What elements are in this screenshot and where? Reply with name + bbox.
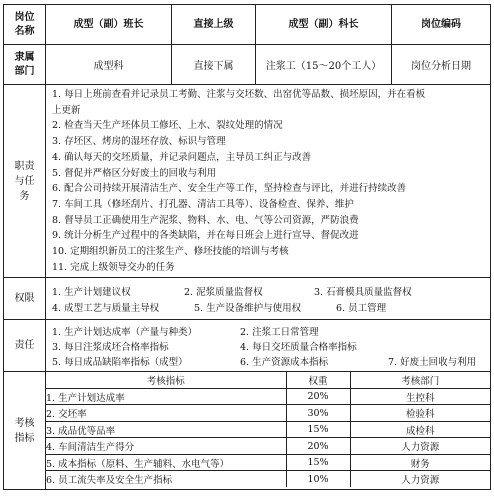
table-row: [46, 388, 490, 405]
table-row: [46, 405, 490, 422]
kpi-indicator: 3. 成品优等品率: [46, 421, 286, 438]
kpi-col-weight: 权重: [286, 372, 350, 388]
subordinate-label: 直接下属: [172, 45, 256, 85]
duty-item: 2. 检查当天生产坯体员工修坯、上水、裂纹处理的情况: [52, 120, 283, 132]
kpi-weight: 15%: [286, 454, 350, 471]
duties-row: [4, 85, 491, 278]
duty-item: 8. 督导员工正确使用生产泥浆、物料、水、电、气等公司资源，严防浪费: [52, 214, 359, 226]
dept-label: 隶属部门: [4, 45, 46, 85]
table-row: [46, 421, 490, 438]
authority-item: 5. 生产设备维护与使用权: [194, 302, 302, 314]
authority-list: [46, 278, 491, 320]
authority-item: 2. 泥浆质量监督权: [184, 286, 263, 298]
duties-label: 职责与任务: [4, 85, 46, 278]
kpi-col-dept: 考核部门: [350, 372, 490, 388]
responsibility-item: 6. 生产资源成本指标: [240, 357, 329, 369]
subordinate-value: 注浆工（15～20个工人）: [256, 45, 392, 85]
duties-list: [46, 85, 491, 278]
responsibility-item: 1. 生产计划达成率（产量与种类）: [52, 327, 198, 339]
kpi-indicator: 6. 员工流失率及安全生产指标: [46, 471, 286, 487]
responsibility-item: 4. 每日交坯质量合格率指标: [240, 342, 357, 354]
superior-label: 直接上级: [172, 5, 256, 45]
kpi-weight: 10%: [286, 471, 350, 487]
dept-value: 成型科: [46, 45, 172, 85]
kpi-cell: [46, 372, 491, 490]
kpi-indicator: 2. 交坯率: [46, 405, 286, 422]
post-name-value: 成型（副）班长: [46, 5, 172, 45]
kpi-dept: 人力资源: [350, 471, 490, 487]
kpi-weight: 20%: [286, 388, 350, 405]
job-description-table: [3, 4, 491, 490]
kpi-row: [4, 372, 491, 490]
duty-item: 11. 完成上级领导交办的任务: [52, 261, 175, 273]
kpi-indicator: 4. 车间清洁生产得分: [46, 438, 286, 455]
kpi-dept: 检验科: [350, 405, 490, 422]
kpi-label: 考核指标: [4, 372, 46, 490]
duty-item: 4. 确认每天的交坯质量，并记录问题点，主导员工纠正与改善: [52, 151, 312, 163]
analysis-date-label: 岗位分析日期: [392, 45, 491, 85]
responsibility-list: [46, 320, 491, 372]
kpi-weight: 15%: [286, 421, 350, 438]
kpi-dept: 成检科: [350, 421, 490, 438]
authority-row: [4, 278, 491, 320]
post-name-label: 岗位名称: [4, 5, 46, 45]
authority-item: 6. 员工管理: [336, 302, 387, 314]
authority-item: 1. 生产计划建议权: [52, 286, 131, 298]
duty-item: 9. 统计分析生产过程中的各类缺陷，并在每日班会上进行宣导、督促改进: [52, 230, 359, 242]
table-row: [46, 454, 490, 471]
table-row: [46, 438, 490, 455]
kpi-dept: 生控科: [350, 388, 490, 405]
responsibility-item: 5. 每日成品缺陷率指标（成型）: [52, 357, 188, 369]
authority-label: 权限: [4, 278, 46, 320]
kpi-header-row: [46, 372, 490, 388]
kpi-col-indicator: 考核指标: [46, 372, 286, 388]
responsibility-item: 7. 好废土回收与利用: [388, 357, 477, 369]
duty-item: 10. 定期组织新员工的注浆生产、修坯技能的培训与考核: [52, 246, 289, 258]
kpi-weight: 20%: [286, 438, 350, 455]
kpi-dept: 财务: [350, 454, 490, 471]
kpi-indicator: 1. 生产计划达成率: [46, 388, 286, 405]
responsibility-item: 3. 每日注浆成坯合格率指标: [52, 342, 169, 354]
kpi-table: [46, 372, 490, 487]
authority-item: 4. 成型工艺与质量主导权: [52, 302, 160, 314]
duty-item: 7. 车间工具（修坯刮片、打孔器、清洁工具等）、设备检查、保养、维护: [52, 198, 354, 210]
kpi-weight: 30%: [286, 405, 350, 422]
duty-item: 3. 存坯区、烤房的湿坯存放、标识与管理: [52, 136, 226, 148]
kpi-indicator: 5. 成本指标（原料、生产辅料、水电气等）: [46, 454, 286, 471]
responsibility-label: 责任: [4, 320, 46, 372]
responsibility-item: 2. 注浆工日常管理: [240, 327, 319, 339]
duty-item-continued: 上更新: [52, 104, 81, 116]
header-row-2: [4, 45, 491, 85]
duty-item: 6. 配合公司持续开展清洁生产、安全生产等工作，坚持检查与评比，并进行持续改善: [52, 183, 407, 195]
duty-item: 5. 督促并严格区分好废土的回收与利用: [52, 167, 217, 179]
header-row-1: [4, 5, 491, 45]
superior-value: 成型（副）科长: [256, 5, 392, 45]
duty-item: 1. 每日上班前查看并记录员工考勤、注浆与交坯数、出窑优等品数、损坯原因，并在看板: [52, 89, 426, 100]
table-row: [46, 471, 490, 487]
authority-item: 3. 石膏模具质量监督权: [314, 286, 412, 298]
kpi-dept: 人力资源: [350, 438, 490, 455]
post-code-label: 岗位编码: [392, 5, 491, 45]
responsibility-row: [4, 320, 491, 372]
